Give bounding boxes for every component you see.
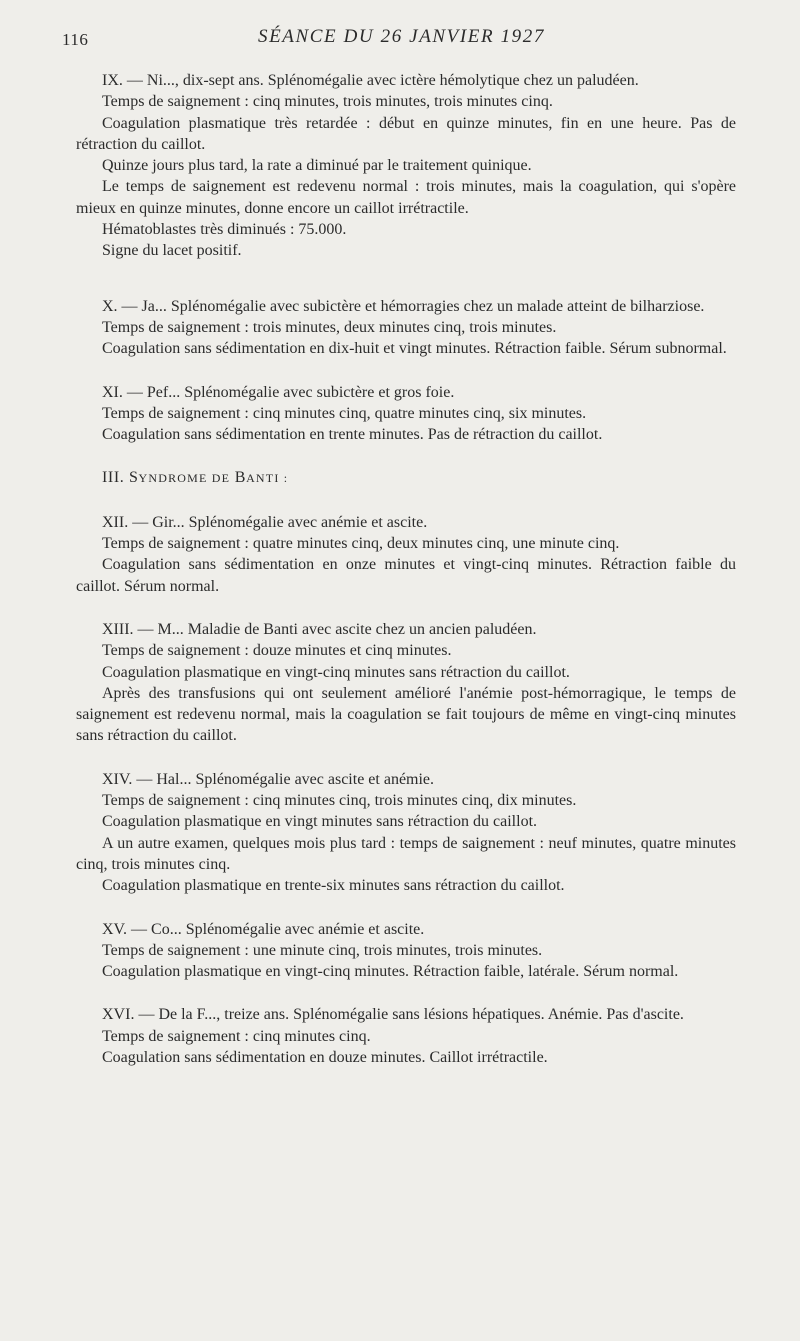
- section-prefix: III.: [102, 469, 125, 487]
- case-paragraph: XV. — Co... Splénomégalie avec anémie et ascite.: [102, 920, 425, 938]
- section-word-initial: S: [129, 469, 139, 487]
- case-paragraph: Temps de saignement : quatre minutes cinq, deux minutes cinq, une minute cinq.: [102, 535, 620, 553]
- case-paragraph: XIII. — M... Maladie de Banti avec ascite chez un ancien paludéen.: [102, 620, 537, 638]
- page-number: 116: [62, 30, 89, 49]
- case-paragraph: Temps de saignement : cinq minutes cinq, trois minutes cinq, dix minutes.: [102, 792, 577, 810]
- case-paragraph: Coagulation plasmatique en vingt-cinq minutes sans rétraction du caillot.: [102, 663, 570, 681]
- case-paragraph: Coagulation sans sédimentation en trente minutes. Pas de rétraction du caillot.: [102, 426, 603, 444]
- case-paragraph: A un autre examen, quelques mois plus tard : temps de saignement : neuf minutes, quatre minutes cinq, trois minutes cinq.: [76, 834, 736, 873]
- section-word-rest: YNDROME DE: [138, 471, 231, 486]
- case-xiii: [76, 619, 736, 747]
- case-paragraph: Temps de saignement : douze minutes et cinq minutes.: [102, 642, 452, 660]
- section-name-initial: B: [234, 469, 247, 487]
- case-paragraph: Coagulation sans sédimentation en douze minutes. Caillot irrétractile.: [102, 1048, 548, 1066]
- case-paragraph: Temps de saignement : cinq minutes cinq.: [102, 1027, 371, 1045]
- case-paragraph: Coagulation plasmatique en trente-six minutes sans rétraction du caillot.: [102, 877, 565, 895]
- case-paragraph: Après des transfusions qui ont seulement amélioré l'anémie post-hémorragique, le temps de saignement est redevenu normal, mais la coagulation se fait toujours de même en vingt-cinq minutes sans rétraction du caillot.: [76, 684, 736, 745]
- case-paragraph: XI. — Pef... Splénomégalie avec subictère et gros foie.: [102, 383, 455, 401]
- case-xiv: [76, 769, 736, 897]
- case-paragraph: Signe du lacet positif.: [102, 242, 242, 260]
- case-paragraph: Hématoblastes très diminués : 75.000.: [102, 221, 347, 239]
- case-paragraph: IX. — Ni..., dix-sept ans. Splénomégalie avec ictère hémolytique chez un paludéen.: [102, 72, 639, 89]
- case-paragraph: Temps de saignement : cinq minutes, trois minutes, trois minutes cinq.: [102, 93, 553, 111]
- case-paragraph: Coagulation sans sédimentation en onze minutes et vingt-cinq minutes. Rétraction faible du caillot. Sérum normal.: [76, 556, 736, 595]
- case-paragraph: X. — Ja... Splénomégalie avec subictère et hémorragies chez un malade atteint de bilharziose.: [102, 297, 705, 315]
- case-xvi: [76, 1004, 736, 1068]
- case-xi: [76, 382, 736, 446]
- case-paragraph: XVI. — De la F..., treize ans. Splénomégalie sans lésions hépatiques. Anémie. Pas d'ascite.: [102, 1006, 684, 1024]
- section-name-rest: ANTI :: [246, 471, 289, 486]
- case-paragraph: Coagulation plasmatique très retardée : début en quinze minutes, fin en une heure. Pas de rétraction du caillot.: [76, 114, 736, 153]
- running-head: SÉANCE DU 26 JANVIER 1927: [258, 26, 545, 47]
- case-paragraph: Coagulation plasmatique en vingt minutes sans rétraction du caillot.: [102, 813, 538, 831]
- case-paragraph: Le temps de saignement est redevenu normal : trois minutes, mais la coagulation, qui s'opère mieux en quinze minutes, donne encore un caillot irrétractile.: [76, 178, 736, 217]
- section-heading: [76, 467, 736, 489]
- case-paragraph: Coagulation plasmatique en vingt-cinq minutes. Rétraction faible, latérale. Sérum normal.: [102, 963, 679, 981]
- case-paragraph: XIV. — Hal... Splénomégalie avec ascite et anémie.: [102, 770, 435, 788]
- case-paragraph: Temps de saignement : une minute cinq, trois minutes, trois minutes.: [102, 941, 543, 959]
- case-ix: [76, 70, 736, 262]
- case-x: [76, 296, 736, 360]
- case-paragraph: XII. — Gir... Splénomégalie avec anémie et ascite.: [102, 513, 428, 531]
- case-paragraph: Coagulation sans sédimentation en dix-huit et vingt minutes. Rétraction faible. Sérum subnormal.: [102, 340, 727, 358]
- case-paragraph: Quinze jours plus tard, la rate a diminué par le traitement quinique.: [102, 157, 532, 175]
- page-body: [76, 70, 736, 1090]
- case-xv: [76, 919, 736, 983]
- case-paragraph: Temps de saignement : cinq minutes cinq, quatre minutes cinq, six minutes.: [102, 404, 587, 422]
- case-paragraph: Temps de saignement : trois minutes, deux minutes cinq, trois minutes.: [102, 318, 557, 336]
- case-xii: [76, 512, 736, 597]
- page-header: [0, 26, 800, 52]
